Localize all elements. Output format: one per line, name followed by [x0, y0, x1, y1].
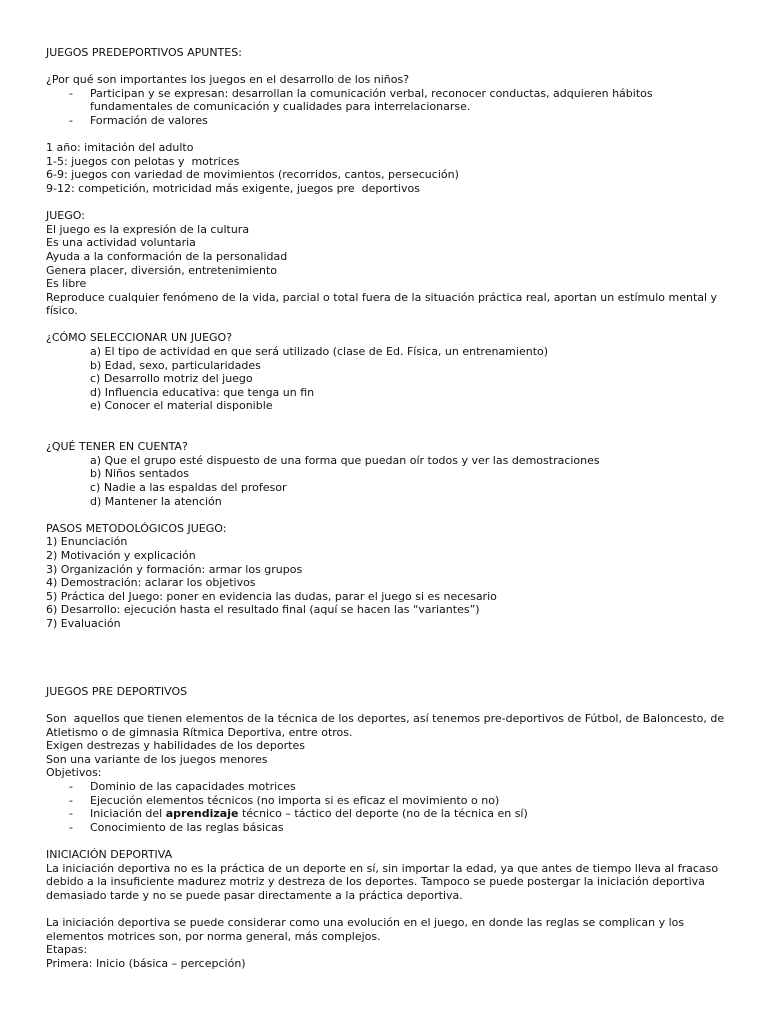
list-item: 2) Motivación y explicación	[46, 548, 196, 562]
text-line: Es libre	[46, 277, 87, 291]
bold-term: aprendizaje	[165, 807, 239, 821]
age-line: 9-12: competición, motricidad más exigente, juegos pre deportivos	[46, 181, 420, 195]
document-title: JUEGOS PREDEPORTIVOS APUNTES:	[46, 46, 242, 59]
text-line: Son una variante de los juegos menores	[46, 752, 268, 766]
paragraph: La iniciación deportiva se puede considerar como una evolución en el juego, en donde las reglas se complican y los elementos motrices son, por norma general, más complejos.	[46, 916, 688, 943]
document-page	[46, 46, 726, 970]
list-item: d) Mantener la atención	[90, 494, 222, 508]
section-heading: INICIACIÓN DEPORTIVA	[46, 848, 173, 862]
section-heading: JUEGOS PRE DEPORTIVOS	[46, 684, 188, 698]
text-line: Son aquellos que tienen elementos de la técnica de los deportes, así tenemos pre-deportivos de Fútbol, de Baloncesto, de Atletismo o de gimnasia Rítmica Deportiva, entre otros.	[46, 712, 728, 739]
section-heading: JUEGO:	[46, 209, 85, 223]
age-line: 6-9: juegos con variedad de movimientos (recorridos, cantos, persecución)	[46, 168, 459, 182]
list-item: 6) Desarrollo: ejecución hasta el resultado final (aquí se hacen las “variantes”)	[46, 603, 480, 617]
list-item: a) Que el grupo esté dispuesto de una forma que puedan oír todos y ver las demostraciones	[90, 453, 600, 467]
list-item: - Conocimiento de las reglas básicas	[69, 820, 284, 834]
text-line: Primera: Inicio (básica – percepción)	[46, 956, 246, 970]
text-line: Reproduce cualquier fenómeno de la vida, parcial o total fuera de la situación práctica real, aportan un estímulo mental y físico.	[46, 290, 721, 318]
list-item: b) Niños sentados	[90, 467, 189, 481]
age-line: 1 año: imitación del adulto	[46, 141, 194, 155]
list-item: 3) Organización y formación: armar los grupos	[46, 562, 303, 576]
list-item: c) Desarrollo motriz del juego	[90, 372, 253, 386]
text-line: Ayuda a la conformación de la personalidad	[46, 249, 288, 263]
list-item: 7) Evaluación	[46, 616, 121, 630]
section-heading: ¿CÓMO SELECCIONAR UN JUEGO?	[46, 331, 233, 345]
text-line: Etapas:	[46, 943, 88, 957]
list-item: c) Nadie a las espaldas del profesor	[90, 481, 287, 494]
importance-question: ¿Por qué son importantes los juegos en el desarrollo de los niños?	[46, 73, 410, 87]
list-item: a) El tipo de actividad en que será utilizado (clase de Ed. Física, un entrenamiento)	[90, 345, 549, 359]
text-line: Genera placer, diversión, entretenimiento	[46, 263, 277, 277]
paragraph: La iniciación deportiva no es la práctica de un deporte en sí, sin importar la edad, ya que antes de tiempo lleva al fracaso debido a la insuficiente madurez motriz y destreza de los deportes. Tampoco se puede postergar la iniciación deportiva demasiado tarde y no se puede pasar directamente a la práctica deportiva.	[46, 861, 722, 902]
list-item: - Formación de valores	[69, 113, 208, 127]
text-line: El juego es la expresión de la cultura	[46, 222, 250, 236]
text-line: Objetivos:	[46, 766, 102, 780]
section-heading: PASOS METODOLÓGICOS JUEGO:	[46, 521, 227, 535]
list-item: - Participan y se expresan: desarrollan la comunicación verbal, reconocer conductas, adquieren hábitos fundamentales de comunicación y cualidades para interrelacionarse.	[69, 86, 653, 114]
age-line: 1-5: juegos con pelotas y motrices	[46, 154, 240, 168]
text-line: Es una actividad voluntaria	[46, 236, 196, 250]
list-item: - Iniciación del aprendizaje técnico – táctico del deporte (no de la técnica en sí)	[69, 807, 528, 821]
list-item: - Ejecución elementos técnicos (no importa si es eficaz el movimiento o no)	[69, 793, 500, 807]
text-line: Exigen destrezas y habilidades de los deportes	[46, 739, 305, 753]
list-item: - Dominio de las capacidades motrices	[69, 780, 296, 794]
list-item: b) Edad, sexo, particularidades	[90, 358, 261, 372]
list-item: e) Conocer el material disponible	[90, 399, 273, 413]
list-item: 4) Demostración: aclarar los objetivos	[46, 576, 256, 590]
list-item: 5) Práctica del Juego: poner en evidencia las dudas, parar el juego si es necesario	[46, 589, 497, 603]
section-heading: ¿QUÉ TENER EN CUENTA?	[46, 440, 188, 454]
list-item: 1) Enunciación	[46, 535, 128, 549]
list-item: d) Influencia educativa: que tenga un fin	[90, 385, 315, 399]
